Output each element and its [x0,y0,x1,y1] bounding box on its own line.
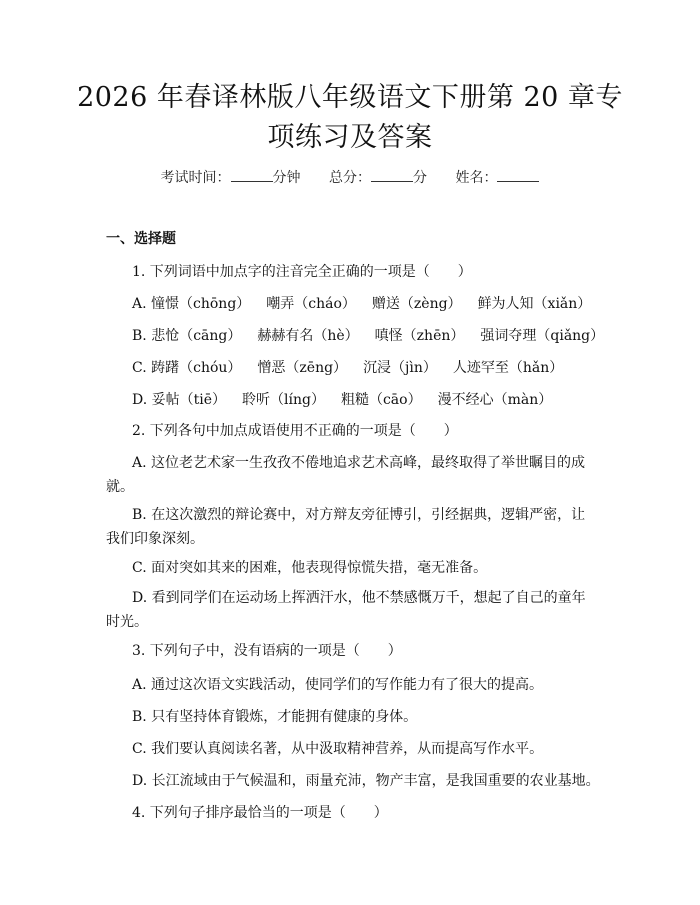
time-field [161,170,301,186]
question-2-option-c[interactable]: C. 面对突如其来的困难，他表现得惊慌失措，毫无准备。 [132,560,488,576]
option-item: 憎恶（zēng） [257,360,348,376]
question-2-option-a[interactable]: A. 这位老艺术家一生孜孜不倦地追求艺术高峰，最终取得了举世瞩目的成就。 [106,455,586,495]
question-3-option-b[interactable]: B. 只有坚持体育锻炼，才能拥有健康的身体。 [132,709,418,725]
question-3-option-c[interactable]: C. 我们要认真阅读名著，从中汲取精神营养，从而提高写作水平。 [132,741,544,757]
title-line-2: 项练习及答案 [267,122,433,153]
time-blank[interactable] [231,169,273,182]
option-item: C. 踌躇（chóu） [132,360,242,376]
option-item: 漫不经心（màn） [437,392,553,408]
option-item: 嗔怪（zhēn） [374,328,465,344]
question-2-stem: 2. 下列各句中加点成语使用不正确的一项是（ ） [132,423,458,439]
question-3-stem: 3. 下列句子中，没有语病的一项是（ ） [132,643,402,659]
time-label: 考试时间： [160,170,231,186]
section-heading: 一、选择题 [106,231,176,247]
exam-meta [0,167,700,187]
option-item: 人迹罕至（hǎn） [452,360,564,376]
score-blank[interactable] [371,169,413,182]
title-line-1: 2026 年春译林版八年级语文下册第 20 章专 [77,82,623,113]
page-title [60,78,640,158]
option-item: 赫赫有名（hè） [257,328,359,344]
question-3-option-a[interactable]: A. 通过这次语文实践活动，使同学们的写作能力有了很大的提高。 [132,677,544,693]
question-1-stem: 1. 下列词语中加点字的注音完全正确的一项是（ ） [132,264,472,280]
score-field [329,170,427,186]
option-item: A. 憧憬（chōng） [132,296,251,312]
question-1-option-a[interactable] [132,293,591,313]
option-item: 沉浸（jìn） [363,360,437,376]
option-item: 聆听（líng） [242,392,325,408]
question-4-stem: 4. 下列句子排序最恰当的一项是（ ） [132,805,388,821]
option-item: 赠送（zèng） [371,296,462,312]
question-1-option-c[interactable] [132,357,563,377]
option-item: 嘲弄（cháo） [266,296,356,312]
question-2-option-b[interactable]: B. 在这次激烈的辩论赛中，对方辩友旁征博引，引经据典，逻辑严密，让我们印象深刻。 [106,507,586,547]
option-item: D. 妥帖（tiē） [132,392,227,408]
option-item: B. 悲怆（cāng） [132,328,242,344]
name-field [455,170,539,186]
question-3-option-d[interactable]: D. 长江流域由于气候温和，雨量充沛，物产丰富，是我国重要的农业基地。 [132,773,600,789]
score-label: 总分： [329,170,371,186]
time-unit: 分钟 [272,170,301,186]
option-item: 强词夺理（qiǎng） [480,328,605,344]
question-1-option-d[interactable] [132,389,552,409]
score-unit: 分 [413,170,427,186]
name-label: 姓名： [455,170,498,186]
question-2-option-d[interactable]: D. 看到同学们在运动场上挥洒汗水，他不禁感慨万千，想起了自己的童年时光。 [106,590,586,630]
option-item: 粗糙（cāo） [340,392,422,408]
option-item: 鲜为人知（xiǎn） [477,296,592,312]
question-1-option-b[interactable] [132,325,604,345]
name-blank[interactable] [497,169,539,182]
